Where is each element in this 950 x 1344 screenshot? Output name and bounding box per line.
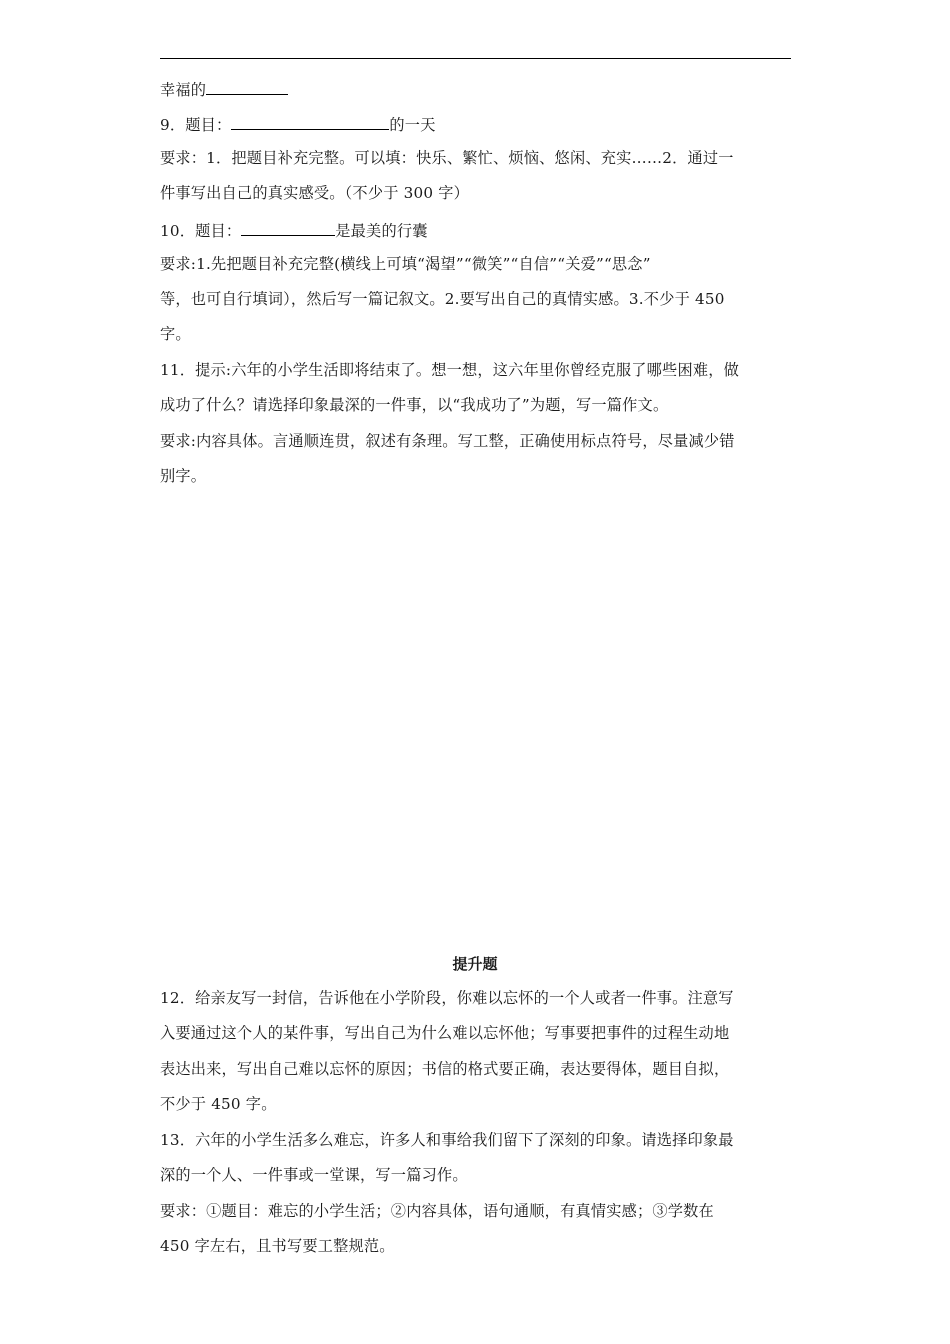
text-line [160, 78, 800, 100]
fill-blank[interactable] [241, 219, 335, 236]
question-13-text: 13．六年的小学生活多么难忘，许多人和事给我们留下了深刻的印象。请选择印象最 [160, 1131, 734, 1149]
question-10-title [160, 219, 800, 241]
question-12-text-cont: 入要通过这个人的某件事，写出自己为什么难以忘怀他；写事要把事件的过程生动地 [160, 1024, 730, 1042]
line-text: 10．题目： [160, 222, 242, 240]
question-11-requirement-end: 别字。 [160, 467, 207, 485]
question-12-text-cont: 表达出来，写出自己难以忘怀的原因；书信的格式要正确，表达要得体，题目自拟， [160, 1060, 730, 1078]
question-9-requirement-cont: 件事写出自己的真实感受。（不少于 300 字） [160, 184, 470, 202]
line-text: 幸福的 [160, 81, 207, 99]
question-12-text: 12．给亲友写一封信，告诉他在小学阶段，你难以忘怀的一个人或者一件事。注意写 [160, 989, 734, 1007]
question-10-requirement-cont: 等，也可自行填词），然后写一篇记叙文。2.要写出自己的真情实感。3.不少于 450 [160, 290, 725, 308]
line-text: 是最美的行囊 [335, 222, 428, 240]
question-10-requirement: 要求:1.先把题目补充完整(横线上可填“渴望”“微笑”“自信”“关爱”“思念” [160, 255, 651, 273]
section-heading: 提升题 [452, 955, 498, 973]
header-rule [160, 58, 791, 59]
question-9-title [160, 113, 800, 135]
fill-blank[interactable] [206, 78, 288, 95]
question-11-prompt: 11．提示:六年的小学生活即将结束了。想一想，这六年里你曾经克服了哪些困难，做 [160, 361, 739, 379]
fill-blank[interactable] [231, 113, 389, 130]
question-11-prompt-cont: 成功了什么？请选择印象最深的一件事，以“我成功了”为题，写一篇作文。 [160, 396, 669, 414]
question-9-requirement: 要求：1．把题目补充完整。可以填：快乐、繁忙、烦恼、悠闲、充实……2．通过一 [160, 149, 734, 167]
question-10-requirement-end: 字。 [160, 325, 191, 343]
question-11-requirement: 要求:内容具体。言通顺连贯，叙述有条理。写工整，正确使用标点符号，尽量减少错 [160, 432, 735, 450]
question-13-requirement: 要求：①题目：难忘的小学生活；②内容具体，语句通顺，有真情实感；③学数在 [160, 1202, 714, 1220]
question-13-requirement-end: 450 字左右，且书写要工整规范。 [160, 1237, 395, 1255]
question-12-text-end: 不少于 450 字。 [160, 1095, 277, 1113]
question-13-text-cont: 深的一个人、一件事或一堂课，写一篇习作。 [160, 1166, 468, 1184]
line-text: 的一天 [389, 116, 436, 134]
line-text: 9．题目： [160, 116, 232, 134]
